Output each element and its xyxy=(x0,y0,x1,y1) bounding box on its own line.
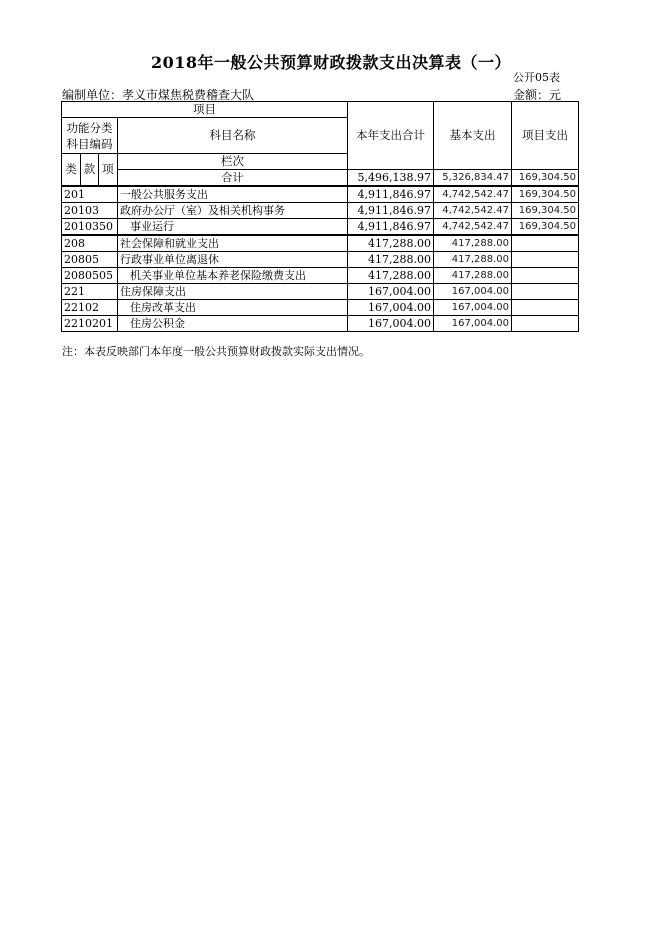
row-basic: 417,288.00 xyxy=(434,268,512,284)
amount-unit: 金额：元 xyxy=(513,88,562,102)
header-project: 项目支出 xyxy=(512,102,579,170)
row-project xyxy=(512,316,579,332)
table-row xyxy=(62,219,579,236)
row-code: 201 xyxy=(62,186,118,203)
header-xiang: 项 xyxy=(99,154,118,187)
row-total: 417,288.00 xyxy=(348,252,434,268)
row-name: 住房公积金 xyxy=(118,316,348,332)
expenditure-table xyxy=(61,101,579,332)
form-number: 公开05表 xyxy=(513,71,560,84)
row-name: 政府办公厅（室）及相关机构事务 xyxy=(118,203,348,219)
row-total: 4,911,846.97 xyxy=(348,203,434,219)
row-total: 167,004.00 xyxy=(348,300,434,316)
row-basic: 417,288.00 xyxy=(434,235,512,252)
row-name: 住房改革支出 xyxy=(118,300,348,316)
table-row xyxy=(62,203,579,219)
header-subject-name: 科目名称 xyxy=(118,118,348,154)
row-code: 22102 xyxy=(62,300,118,316)
report-title: 2018年一般公共预算财政拨款支出决算表（一） xyxy=(150,53,512,72)
row-total: 417,288.00 xyxy=(348,235,434,252)
row-code: 2210201 xyxy=(62,316,118,332)
row-project: 169,304.50 xyxy=(512,219,579,236)
row-code: 20103 xyxy=(62,203,118,219)
row-name: 事业运行 xyxy=(118,219,348,236)
table-row xyxy=(62,300,579,316)
row-name: 一般公共服务支出 xyxy=(118,186,348,203)
table-row xyxy=(62,235,579,252)
header-total: 本年支出合计 xyxy=(348,102,434,170)
row-name: 机关事业单位基本养老保险缴费支出 xyxy=(118,268,348,284)
row-basic: 4,742,542.47 xyxy=(434,186,512,203)
header-basic: 基本支出 xyxy=(434,102,512,170)
row-project: 169,304.50 xyxy=(512,186,579,203)
header-lanci: 栏次 xyxy=(118,154,348,170)
total-project: 169,304.50 xyxy=(512,170,579,187)
row-code: 2080505 xyxy=(62,268,118,284)
total-basic: 5,326,834.47 xyxy=(434,170,512,187)
row-project: 169,304.50 xyxy=(512,203,579,219)
table-row xyxy=(62,284,579,300)
row-total: 4,911,846.97 xyxy=(348,186,434,203)
row-project xyxy=(512,235,579,252)
row-basic: 4,742,542.47 xyxy=(434,203,512,219)
row-name: 社会保障和就业支出 xyxy=(118,235,348,252)
row-total: 167,004.00 xyxy=(348,284,434,300)
total-label: 合计 xyxy=(118,170,348,187)
row-basic: 4,742,542.47 xyxy=(434,219,512,236)
row-project xyxy=(512,252,579,268)
row-total: 167,004.00 xyxy=(348,316,434,332)
table-body xyxy=(62,186,579,332)
footnote: 注：本表反映部门本年度一般公共预算财政拨款实际支出情况。 xyxy=(62,345,370,358)
reporting-unit: 编制单位：孝义市煤焦税费稽查大队 xyxy=(62,88,255,102)
header-func-code: 功能分类科目编码 xyxy=(62,118,118,154)
row-basic: 167,004.00 xyxy=(434,316,512,332)
row-code: 221 xyxy=(62,284,118,300)
table-row xyxy=(62,268,579,284)
header-kuan: 款 xyxy=(81,154,99,187)
row-total: 4,911,846.97 xyxy=(348,219,434,236)
row-project xyxy=(512,284,579,300)
header-lei: 类 xyxy=(62,154,81,187)
row-total: 417,288.00 xyxy=(348,268,434,284)
row-code: 208 xyxy=(62,235,118,252)
row-name: 住房保障支出 xyxy=(118,284,348,300)
table-row xyxy=(62,252,579,268)
row-basic: 417,288.00 xyxy=(434,252,512,268)
row-basic: 167,004.00 xyxy=(434,284,512,300)
row-name: 行政事业单位离退休 xyxy=(118,252,348,268)
row-project xyxy=(512,300,579,316)
header-item: 项目 xyxy=(62,102,348,118)
table-row xyxy=(62,316,579,332)
table-header xyxy=(62,102,579,187)
row-basic: 167,004.00 xyxy=(434,300,512,316)
row-project xyxy=(512,268,579,284)
total-sum: 5,496,138.97 xyxy=(348,170,434,187)
row-code: 20805 xyxy=(62,252,118,268)
row-code: 2010350 xyxy=(62,219,118,236)
table-row xyxy=(62,186,579,203)
